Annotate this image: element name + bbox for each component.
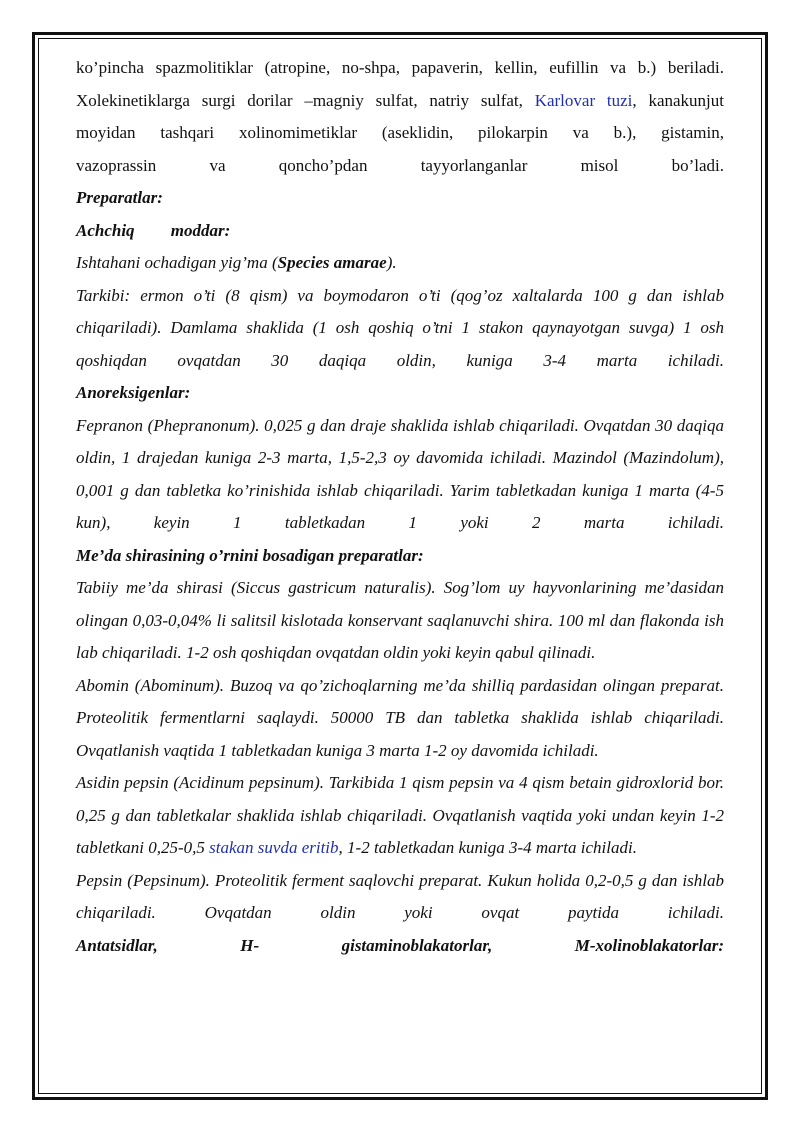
preparatlar-heading: Preparatlar: bbox=[76, 188, 163, 207]
stakan-suvda-eritib-link[interactable]: stakan suvda eritib bbox=[209, 838, 339, 857]
tabiiy-meda-paragraph: Tabiiy me’da shirasi (Siccus gastricum naturalis). Sog’lom uy hayvonlarining me’dasidan olingan 0,03-0,04% li salitsil kislotada konservant saqlanuvchi shira. 100 ml dan flakonda ish lab chiqariladi. 1-2 osh qoshiqdan ovqatdan oldin yoki keyin qabul qilinadi. bbox=[76, 578, 724, 662]
asidin-pepsin-paragraph bbox=[76, 767, 724, 865]
intro-line-2-end: , kanakunjut bbox=[632, 90, 724, 110]
tarkibi-paragraph: Tarkibi: ermon o’ti (8 qism) va boymodaron o’ti (qog’oz xaltalarda 100 g dan ishlab chiqariladi). Damlama shaklida (1 osh qoshiq o’tni 1 stakon qaynayotgan suvga) 1 osh qoshiqdan ovqatdan 30 daqiqa oldin, kuniga 3-4 marta ichiladi. bbox=[76, 285, 724, 370]
pepsin-paragraph: Pepsin (Pepsinum). Proteolitik ferment saqlovchi preparat. Kukun holida 0,2-0,5 g dan ishlab chiqariladi. Ovqatdan oldin yoki ovqat paytida ichiladi. bbox=[76, 870, 724, 922]
fepranon-paragraph: Fepranon (Phepranonum). 0,025 g dan draje shaklida ishlab chiqariladi. Ovqatdan 30 daqiqa oldin, 1 drajedan kuniga 2-3 marta, 1,5-2,3 oy davomida ichiladi. Mazindol (Mazindolum), 0,001 g dan tabletka ko’rinishida ishlab chiqariladi. Yarim tabletkadan kuniga 1 marta (4-5 kun), keyin 1 tabletkadan 1 yoki 2 marta ichiladi. bbox=[76, 415, 724, 532]
meda-shirasi-heading: Me’da shirasining o’rnini bosadigan preparatlar: bbox=[76, 545, 424, 565]
anoreksigenlar-heading: Anoreksigenlar: bbox=[76, 383, 191, 402]
abomin-paragraph: Abomin (Abominum). Buzoq va qo’zichoqlarning me’da shilliq pardasidan olingan preparat. Proteolitik fermentlarni saqlaydi. 50000 TB dan tabletka shaklida ishlab chiqariladi. Ovqatlanish vaqtida 1 tabletkadan kuniga 3 marta 1-2 oy davomida ichiladi. bbox=[76, 675, 724, 760]
asidin-text: Asidin pepsin (Acidinum pepsinum). Tarkibida 1 qism pepsin va 4 qism betain gidroxlorid bor. 0,25 g dan tabletkalar shaklida ishlab chiqariladi. Ovqatlanish vaqtida yoki undan keyin 1-2 tabletkani 0,25-0,5 bbox=[76, 773, 724, 857]
karlovar-tuzi-link[interactable]: Karlovar tuzi bbox=[534, 90, 633, 110]
intro-line-1: ko’pincha spazmolitiklar (atropine, no-shpa, papaverin, kellin, eufillin va b.) beriladi. bbox=[76, 58, 724, 77]
intro-line-4: vazoprassin va qoncho’pdan tayyorlanganlar misol bo’ladi. bbox=[76, 155, 724, 175]
ishtahani-paragraph bbox=[76, 247, 724, 280]
achchiq-moddalar-heading: Achchiq moddar: bbox=[76, 220, 231, 240]
ishtahani-end: ). bbox=[386, 253, 397, 272]
intro-paragraph bbox=[76, 52, 724, 182]
species-amarae-term: Species amarae bbox=[277, 253, 387, 272]
asidin-end: , 1-2 tabletkadan kuniga 3-4 marta ichiladi. bbox=[338, 838, 637, 857]
intro-line-2-start: Xolekinetiklarga surgi dorilar –magniy sulfat, natriy sulfat, bbox=[76, 90, 535, 110]
intro-line-3: moyidan tashqari xolinomimetiklar (aseklidin, pilokarpin va b.), gistamin, bbox=[76, 123, 724, 142]
antatsidlar-heading: Antatsidlar, H- gistaminoblakatorlar, M-xolinoblakatorlar: bbox=[76, 935, 724, 955]
document-body bbox=[76, 52, 724, 962]
ishtahani-text: Ishtahani ochadigan yig’ma ( bbox=[76, 253, 278, 272]
